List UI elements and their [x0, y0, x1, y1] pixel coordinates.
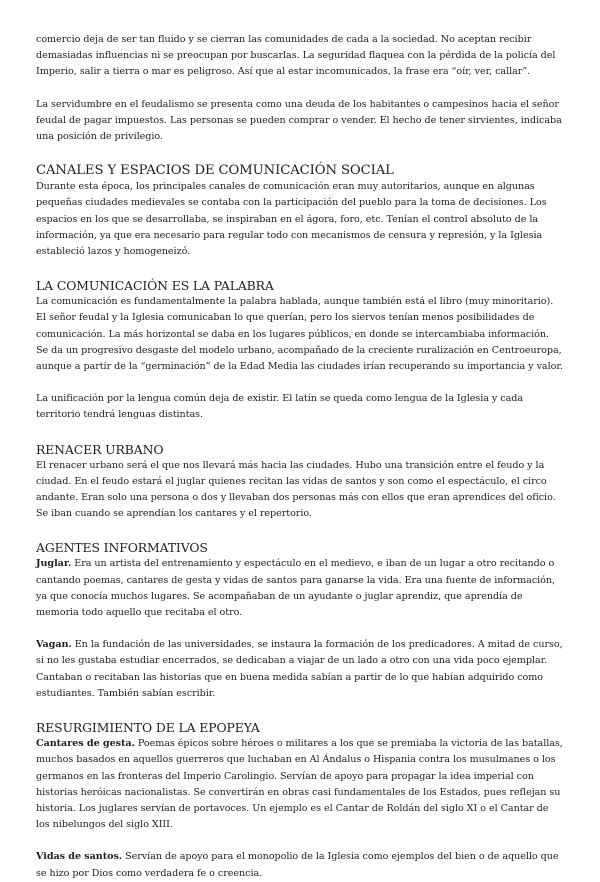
section-heading-epopeya: RESURGIMIENTO DE LA EPOPEYA [36, 720, 260, 736]
section-heading-canales: CANALES Y ESPACIOS DE COMUNICACIÓN SOCIAL [36, 163, 394, 179]
canales-paragraph-1: Durante esta época, los principales canales de comunicación eran muy autoritarios, aunque en algunas pequeñas ciudades medievales se contaba con la participación del pueblo para la toma de decisiones. Los espacios en los que se desarrollaba, se inspiraban en el ágora, foro, etc. Tenían el control absoluto de la información, ya que era necesario para regular todo con mecanismos de censura y represión, y la Iglesia estableció lazos y homogeneizó. [36, 181, 547, 258]
vidas-term: Vidas de santos. [36, 851, 123, 863]
vidas-text: Servían de apoyo para el monopolio de la Iglesia como ejemplos del bien o de aquello que se hizo por Dios como verdadera fe o creencia. [36, 851, 559, 879]
cantares-paragraph [36, 736, 564, 833]
palabra-paragraph-1: La comunicación es fundamentalmente la palabra hablada, aunque también está el libro (muy minoritario). El señor feudal y la Iglesia comunicaban lo que querían, pero los siervos tenían menos posibilidades de comunicación. La más horizontal se daba en los lugares públicos, en donde se intercambiaba información. Se da un progresivo desgaste del modelo urbano, acompañado de la creciente ruralización en Centroeuropa, aunque a partir de la “germinación” de la Edad Media las ciudades irían recuperando su importancia y valor. [36, 296, 563, 373]
intro-paragraph-2: La servidumbre en el feudalismo se presenta como una deuda de los habitantes o campesinos hacia el señor feudal de pagar impuestos. Las personas se pueden comprar o vender. El hecho de tener sirvientes, indicaba una posición de privilegio. [36, 98, 562, 143]
section-heading-palabra: LA COMUNICACIÓN ES LA PALABRA [36, 278, 274, 294]
cantares-text: Poemas épicos sobre héroes o militares a los que se premiaba la victoria de las batallas, muchos basados en aquellos guerreros que luchaban en Al Ándalus o Hispania contra los musulmanes o los germanos en las fronteras del Imperio Carolingio. Servían de apoyo para propagar la idea imperial con historias heróicas nacionalistas. Se convertirán en obras casi fundamentales de los Estados, pues reflejan su historia. Los juglares servían de portavoces. Un ejemplo es el Cantar de Roldán del siglo XI o el Cantar de los nibelungos del siglo XIII. [36, 738, 563, 831]
juglar-term: Juglar. [36, 558, 72, 570]
cantares-term: Cantares de gesta. [36, 738, 135, 750]
section-heading-renacer: RENACER URBANO [36, 441, 164, 457]
vagan-term: Vagan. [36, 639, 72, 651]
renacer-paragraph-1: El renacer urbano será el que nos llevará más hacia las ciudades. Hubo una transición entre el feudo y la ciudad. En el feudo estará el juglar quienes recitan las vidas de santos y son como el espectáculo, el circo andante. Eran solo una persona o dos y llevaban dos personas más con ellos que eran aprendices del oficio. Se iban cuando se aprendían los cantares y el repertorio. [36, 459, 556, 520]
section-heading-agentes: AGENTES INFORMATIVOS [36, 540, 208, 556]
palabra-paragraph-2: La unificación por la lengua común deja de existir. El latín se queda como lengua de la Iglesia y cada territorio tendrá lenguas distintas. [36, 393, 524, 421]
vidas-paragraph [36, 849, 564, 881]
intro-paragraph-1: comercio deja de ser tan fluido y se cierran las comunidades de cada a la sociedad. No aceptan recibir demasiadas influencias ni se preocupan por buscarlas. La seguridad flaquea con la pérdida de la policía del Imperio, salir a tierra o mar es peligroso. Así que al estar incomunicados, la frase era “oír, ver, callar”. [36, 34, 556, 78]
vagan-paragraph [36, 637, 564, 702]
document-page [36, 32, 564, 882]
juglar-text: Era un artista del entrenamiento y espectáculo en el medievo, e iban de un lugar a otro recitando o cantando poemas, cantares de gesta y vidas de santos para ganarse la vida. Era una fuente de información, ya que conocía muchos lugares. Se acompañaban de un ayudante o juglar aprendiz, que aprendía de memoria todo aquello que recitaba el otro. [36, 558, 556, 619]
vagan-text: En la fundación de las universidades, se instaura la formación de los predicadores. A mitad de curso, si no les gustaba estudiar encerrados, se dedicaban a viajar de un lado a otro con una vida poco ejemplar. Cantaban o recitaban las historias que en buena medida sabían a partir de lo que habían adquirido como estudiantes. También sabían escribir. [36, 639, 563, 699]
juglar-paragraph [36, 556, 564, 621]
